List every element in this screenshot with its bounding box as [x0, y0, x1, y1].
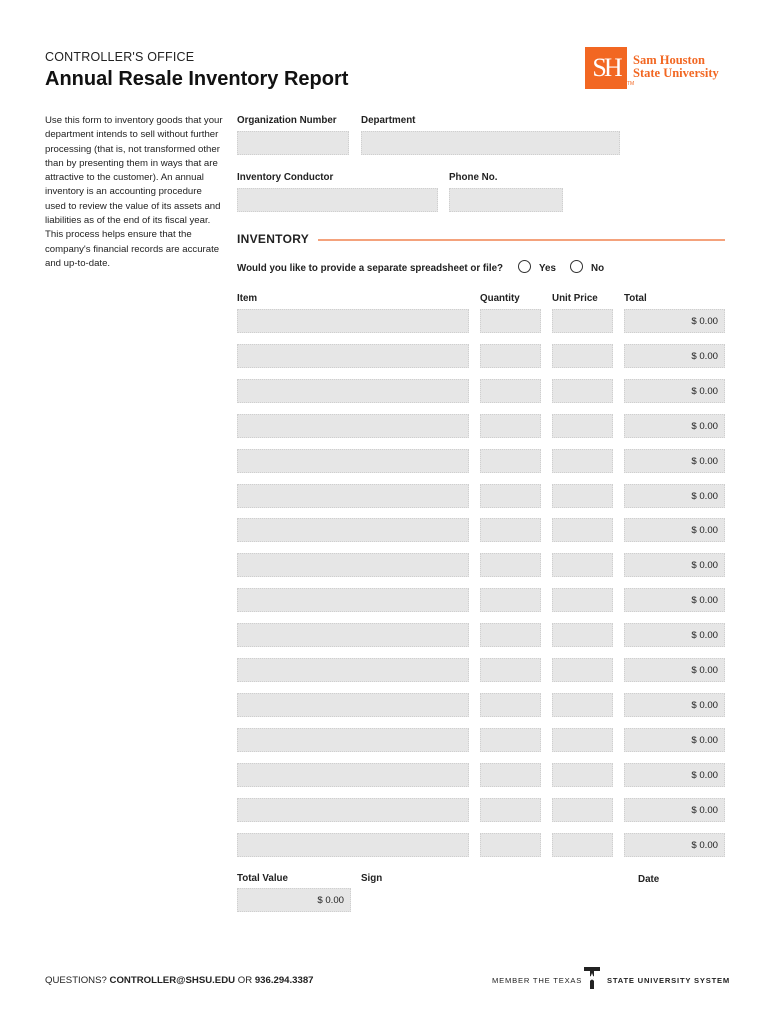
questions-label: QUESTIONS?: [45, 975, 107, 986]
item-field[interactable]: [237, 518, 469, 542]
quantity-field[interactable]: [480, 344, 541, 368]
item-field[interactable]: [237, 833, 469, 857]
phone-label: Phone No.: [449, 172, 498, 183]
inventory-section-title: INVENTORY: [237, 232, 310, 246]
member-label: MEMBER THE TEXAS: [492, 976, 583, 985]
system-name: STATE UNIVERSITY SYSTEM: [607, 976, 731, 985]
quantity-field[interactable]: [480, 379, 541, 403]
total-value-label: Total Value: [237, 873, 288, 884]
shsu-logo-icon: [585, 47, 627, 89]
unit-price-field[interactable]: [552, 763, 613, 787]
email-link[interactable]: CONTROLLER@SHSU.EDU: [109, 975, 236, 986]
total-field[interactable]: $ 0.00: [624, 379, 725, 403]
total-field[interactable]: $ 0.00: [624, 344, 725, 368]
total-field[interactable]: $ 0.00: [624, 553, 725, 577]
trademark: TM: [627, 81, 635, 87]
quantity-field[interactable]: [480, 588, 541, 612]
spreadsheet-question: Would you like to provide a separate spreadsheet or file?: [237, 263, 504, 274]
total-value-field[interactable]: $ 0.00: [237, 888, 351, 912]
unit-price-field[interactable]: [552, 693, 613, 717]
logo-mark-text: SH: [592, 53, 620, 82]
total-field[interactable]: $ 0.00: [624, 693, 725, 717]
unit-price-field[interactable]: [552, 623, 613, 647]
sign-label: Sign: [361, 873, 383, 884]
office-name: CONTROLLER'S OFFICE: [45, 50, 195, 64]
unit-price-field[interactable]: [552, 379, 613, 403]
inventory-conductor-field[interactable]: [237, 188, 438, 212]
total-field[interactable]: $ 0.00: [624, 623, 725, 647]
quantity-field[interactable]: [480, 728, 541, 752]
footer-contact: [45, 975, 314, 986]
phone-number: 936.294.3387: [254, 975, 314, 986]
item-field[interactable]: [237, 693, 469, 717]
item-field[interactable]: [237, 484, 469, 508]
texas-star-icon: [582, 966, 602, 990]
page-title: Annual Resale Inventory Report: [45, 68, 349, 90]
unit-price-field[interactable]: [552, 484, 613, 508]
item-field[interactable]: [237, 623, 469, 647]
item-field[interactable]: [237, 728, 469, 752]
quantity-field[interactable]: [480, 658, 541, 682]
total-field[interactable]: $ 0.00: [624, 763, 725, 787]
quantity-field[interactable]: [480, 414, 541, 438]
or-label: OR: [237, 975, 253, 986]
total-column-header: Total: [624, 293, 647, 304]
unit-price-field[interactable]: [552, 309, 613, 333]
unit-price-field[interactable]: [552, 833, 613, 857]
inventory-conductor-label: Inventory Conductor: [237, 172, 334, 183]
item-field[interactable]: [237, 309, 469, 333]
department-field[interactable]: [361, 131, 620, 155]
total-field[interactable]: $ 0.00: [624, 798, 725, 822]
item-field[interactable]: [237, 414, 469, 438]
quantity-field[interactable]: [480, 518, 541, 542]
item-field[interactable]: [237, 763, 469, 787]
item-field[interactable]: [237, 553, 469, 577]
section-divider: [318, 239, 725, 241]
quantity-field[interactable]: [480, 763, 541, 787]
quantity-column-header: Quantity: [480, 293, 520, 304]
unit-price-field[interactable]: [552, 553, 613, 577]
total-field[interactable]: $ 0.00: [624, 414, 725, 438]
total-field[interactable]: $ 0.00: [624, 728, 725, 752]
quantity-field[interactable]: [480, 623, 541, 647]
organization-number-field[interactable]: [237, 131, 349, 155]
unit-price-field[interactable]: [552, 798, 613, 822]
unit-price-column-header: Unit Price: [552, 293, 598, 304]
unit-price-field[interactable]: [552, 658, 613, 682]
quantity-field[interactable]: [480, 693, 541, 717]
quantity-field[interactable]: [480, 798, 541, 822]
unit-price-field[interactable]: [552, 449, 613, 473]
item-field[interactable]: [237, 344, 469, 368]
total-field[interactable]: $ 0.00: [624, 833, 725, 857]
item-field[interactable]: [237, 379, 469, 403]
total-field[interactable]: $ 0.00: [624, 309, 725, 333]
quantity-field[interactable]: [480, 484, 541, 508]
unit-price-field[interactable]: [552, 728, 613, 752]
unit-price-field[interactable]: [552, 344, 613, 368]
yes-radio[interactable]: [518, 260, 531, 273]
total-field[interactable]: $ 0.00: [624, 449, 725, 473]
total-field[interactable]: $ 0.00: [624, 518, 725, 542]
unit-price-field[interactable]: [552, 588, 613, 612]
date-label: Date: [638, 874, 660, 885]
quantity-field[interactable]: [480, 553, 541, 577]
total-field[interactable]: $ 0.00: [624, 658, 725, 682]
phone-field[interactable]: [449, 188, 563, 212]
unit-price-field[interactable]: [552, 414, 613, 438]
item-field[interactable]: [237, 588, 469, 612]
unit-price-field[interactable]: [552, 518, 613, 542]
total-field[interactable]: $ 0.00: [624, 588, 725, 612]
university-name: [633, 54, 719, 80]
item-field[interactable]: [237, 798, 469, 822]
quantity-field[interactable]: [480, 833, 541, 857]
intro-text: Use this form to inventory goods that your department intends to sell without further processing (that is, not transformed other than by presenting them in ways that are attractive to the customer). An annual inventory is an accounting procedure used to review the value of its assets and liabilities as of the end of its fiscal year. This process helps ensure that the company's financial records are accurate and up-to-date.: [45, 115, 223, 269]
organization-number-label: Organization Number: [237, 115, 337, 126]
no-radio[interactable]: [570, 260, 583, 273]
quantity-field[interactable]: [480, 449, 541, 473]
logo-line-1: Sam Houston: [633, 53, 705, 67]
item-field[interactable]: [237, 449, 469, 473]
item-field[interactable]: [237, 658, 469, 682]
quantity-field[interactable]: [480, 309, 541, 333]
logo-line-2: State University: [633, 66, 719, 80]
item-column-header: Item: [237, 293, 258, 304]
total-field[interactable]: $ 0.00: [624, 484, 725, 508]
no-label: No: [591, 263, 605, 274]
department-label: Department: [361, 115, 416, 126]
yes-label: Yes: [539, 263, 556, 274]
